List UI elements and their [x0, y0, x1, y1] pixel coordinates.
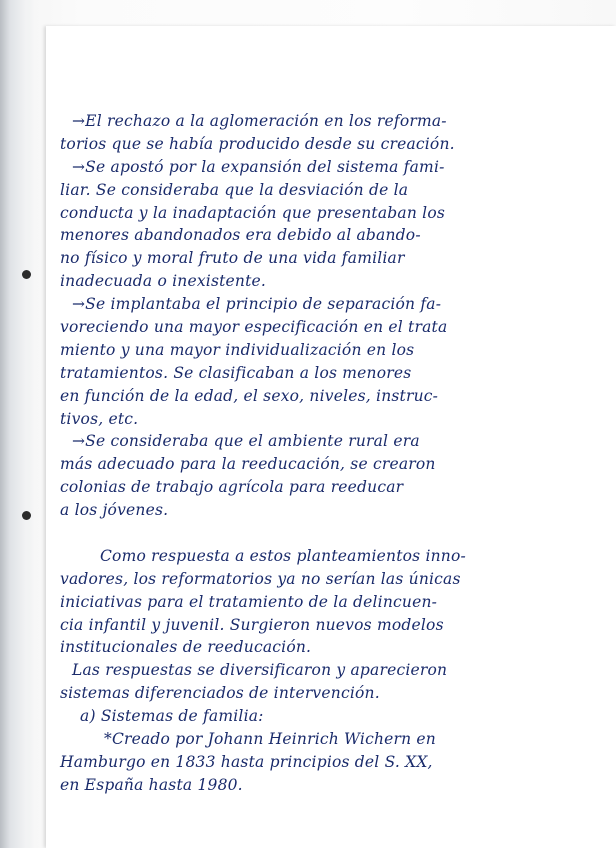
text-line: *Creado por Johann Heinrich Wichern en — [104, 730, 436, 749]
text-line: →Se implantaba el principio de separación fa- — [72, 295, 442, 314]
text-line: →Se apostó por la expansión del sistema fami- — [72, 157, 445, 176]
text-line: institucionales de reeducación. — [60, 638, 312, 657]
text-line: vadores, los reformatorios ya no serían las únicas — [60, 569, 461, 588]
text-line: Las respuestas se diversificaron y aparecieron — [72, 661, 448, 680]
text-line: colonias de trabajo agrícola para reeducar — [60, 478, 404, 497]
text-line: tivos, etc. — [60, 409, 139, 428]
binder-hole-top — [22, 270, 31, 279]
text-line: iniciativas para el tratamiento de la delincuen- — [60, 592, 438, 611]
text-line: en España hasta 1980. — [60, 775, 243, 794]
text-line: inadecuada o inexistente. — [60, 272, 267, 291]
handwritten-notes — [60, 110, 555, 797]
text-line: a los jóvenes. — [60, 501, 169, 520]
text-line: en función de la edad, el sexo, niveles, instruc- — [60, 386, 439, 405]
text-line: menores abandonados era debido al abando- — [60, 226, 421, 245]
notebook-page-edge — [0, 0, 34, 848]
text-line: liar. Se consideraba que la desviación de la — [60, 180, 409, 199]
text-line: no físico y moral fruto de una vida familiar — [60, 249, 405, 268]
text-line: tratamientos. Se clasificaban a los menores — [60, 363, 412, 382]
binder-hole-bottom — [22, 511, 31, 520]
text-line: sistemas diferenciados de intervención. — [60, 684, 380, 703]
text-line: Hamburgo en 1833 hasta principios del S. XX, — [60, 752, 433, 771]
text-line: a) Sistemas de familia: — [80, 707, 264, 726]
text-line: →El rechazo a la aglomeración en los reforma- — [72, 112, 447, 130]
text-line: →Se consideraba que el ambiente rural era — [72, 432, 420, 451]
text-line: conducta y la inadaptación que presentaban los — [60, 203, 446, 222]
paragraph-gap — [60, 522, 555, 545]
text-line: cia infantil y juvenil. Surgieron nuevos modelos — [60, 615, 444, 634]
text-line: torios que se había producido desde su creación. — [60, 134, 455, 153]
text-line: Como respuesta a estos planteamientos inno- — [100, 546, 466, 565]
text-line: voreciendo una mayor especificación en el trata — [60, 318, 448, 337]
text-line: miento y una mayor individualización en los — [60, 340, 415, 359]
text-line: más adecuado para la reeducación, se crearon — [60, 455, 436, 474]
